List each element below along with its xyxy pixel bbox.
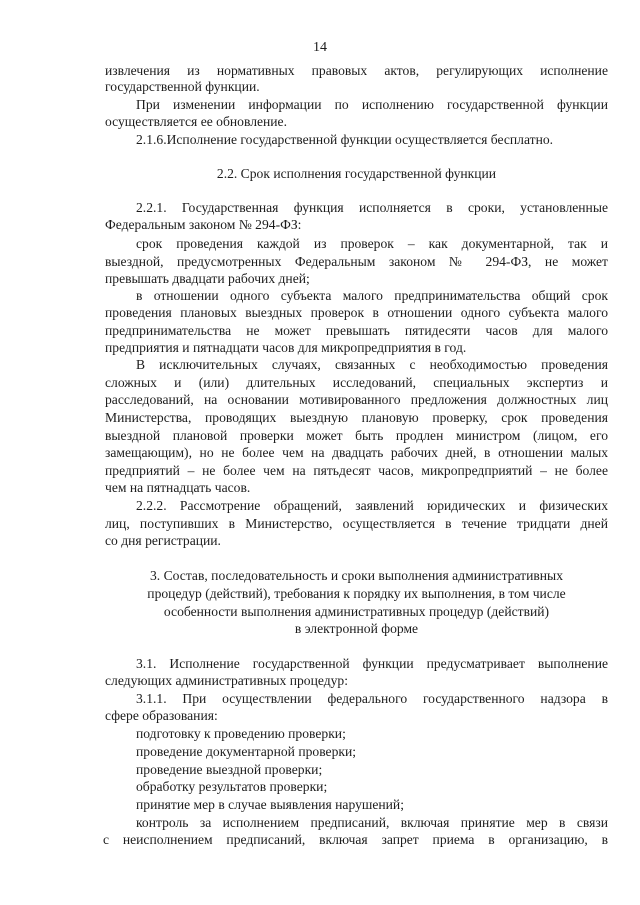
text-line: в отношении одного субъекта малого предпринимательства общий срок bbox=[136, 288, 608, 303]
text-line: В исключительных случаях, связанных с необходимостью проведения bbox=[136, 357, 608, 372]
text-line: выездной, предусмотренных Федеральным законом № 294-ФЗ, не может bbox=[105, 254, 608, 269]
text-line: проведения плановых выездных проверок в отношении одного субъекта малого bbox=[105, 305, 608, 320]
text-line: Федеральным законом № 294-ФЗ: bbox=[105, 217, 302, 232]
text-line: 3.1. Исполнение государственной функции предусматривает выполнение bbox=[136, 656, 608, 671]
text-line: осуществляется ее обновление. bbox=[105, 114, 287, 129]
text-line: сфере образования: bbox=[105, 708, 218, 723]
text-line: 2.2.2. Рассмотрение обращений, заявлений юридических и физических bbox=[136, 498, 608, 513]
text-line: государственной функции. bbox=[105, 79, 260, 94]
text-line: выездной плановой проверки может быть продлен министром (лицом, его bbox=[105, 428, 608, 443]
text-line: следующих административных процедур: bbox=[105, 673, 348, 688]
page-number: 14 bbox=[313, 40, 327, 55]
list-item: принятие мер в случае выявления нарушений; bbox=[136, 797, 404, 812]
text-line: превышать двадцати рабочих дней; bbox=[105, 271, 310, 286]
text-line: предпринимательства не может превышать пятидесяти часов для малого bbox=[105, 323, 608, 338]
list-item: обработку результатов проверки; bbox=[136, 779, 328, 794]
text-line: Министерства, проводящих выездную плановую проверку, срок проведения bbox=[105, 410, 608, 425]
text-line: сложных и (или) длительных исследований, специальных экспертиз и bbox=[105, 375, 608, 390]
list-item: проведение документарной проверки; bbox=[136, 744, 357, 759]
section-heading-line: процедур (действий), требования к порядку их выполнения, в том числе bbox=[147, 586, 566, 601]
text-line: предприятия и пятнадцати часов для микропредприятия в год. bbox=[105, 340, 467, 355]
text-line: со дня регистрации. bbox=[105, 533, 221, 548]
text-line: чем на пятнадцать часов. bbox=[105, 480, 251, 495]
text-line: извлечения из нормативных правовых актов, регулирующих исполнение bbox=[105, 63, 608, 78]
text-line: расследований, на основании мотивированного предложения должностных лиц bbox=[105, 392, 608, 407]
section-heading-line: в электронной форме bbox=[294, 621, 419, 636]
list-item: проведение выездной проверки; bbox=[136, 762, 323, 777]
text-line: При изменении информации по исполнению государственной функции bbox=[136, 97, 608, 112]
text-line: 2.1.6.Исполнение государственной функции осуществляется бесплатно. bbox=[136, 132, 554, 147]
list-item: контроль за исполнением предписаний, включая принятие мер в связи bbox=[136, 815, 608, 830]
text-line: 2.2.1. Государственная функция исполняется в сроки, установленные bbox=[136, 200, 608, 215]
text-line: лиц, поступивших в Министерство, осуществляется в течение тридцати дней bbox=[105, 516, 608, 531]
text-line: 3.1.1. При осуществлении федерального государственного надзора в bbox=[136, 691, 608, 706]
text-line: с неисполнением предписаний, включая запрет приема в организацию, в bbox=[103, 832, 608, 847]
section-heading-line: особенности выполнения административных процедур (действий) bbox=[163, 604, 550, 619]
list-item: подготовку к проведению проверки; bbox=[136, 726, 346, 741]
section-heading-line: 3. Состав, последовательность и сроки выполнения административных bbox=[150, 568, 563, 583]
text-line: предприятий – не более чем на пятьдесят часов, микропредприятий – не более bbox=[105, 463, 608, 478]
text-line: замещающим), но не более чем на двадцать рабочих дней, в отношении малых bbox=[105, 445, 608, 460]
section-heading: 2.2. Срок исполнения государственной функции bbox=[216, 166, 497, 181]
text-line: срок проведения каждой из проверок – как документарной, так и bbox=[136, 236, 608, 251]
